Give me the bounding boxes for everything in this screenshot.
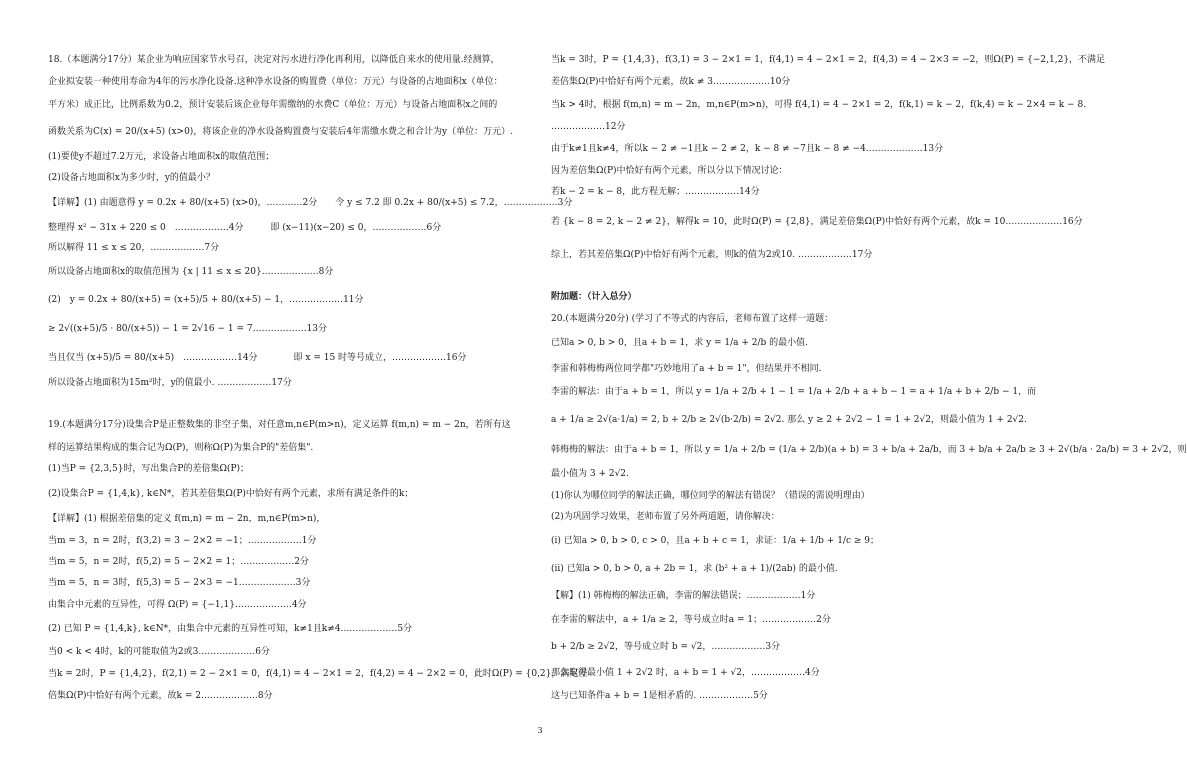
q19-cont-line-3: 当k > 4时，根据 f(m,n) = m − 2n，m,n∈P(m>n)，可得 f(4,1) = 4 − 2×1 = 2，f(k,1) = k − 2，f(k,4) = k − 2×4 = k − 8. xyxy=(551,100,1087,110)
q20-stem-line-4: 李雷的解法：由于a + b = 1，所以 y = 1/a + 2/b + 1 − 1 = 1/a + 2/b + a + b − 1 = a + 1/a + b + 2/b − 1，而 xyxy=(551,387,1037,397)
q18-part-1: (1)要使y不超过7.2万元，求设备占地面积x的取值范围； xyxy=(48,152,275,162)
q19-part-2: (2)设集合P = {1,4,k}, k∈N*，若其差倍集Ω(P)中恰好有两个元素，求所有满足条件的k； xyxy=(48,489,414,499)
q19-solution-line-2: 当m = 3，n = 2时，f(3,2) = 3 − 2×2 = −1；………………1分 xyxy=(48,536,317,546)
q19-solution-line-8: 当k = 2时，P = {1,4,2}，f(2,1) = 2 − 2×1 = 0，f(4,1) = 4 − 2×1 = 2，f(4,2) = 4 − 2×2 = 0，此时Ω(P) = {0,2}，满足差 xyxy=(48,669,588,679)
q18-solution-line-1: 【详解】(1) 由题意得 y = 0.2x + 80/(x+5) (x>0)，…………2分 令 y ≤ 7.2 即 0.2x + 80/(x+5) ≤ 7.2，………………3分 xyxy=(48,198,573,208)
q18-stem-line-1: 18.（本题满分17分）某企业为响应国家节水号召，决定对污水进行净化再利用，以降低自来水的使用量.经测算， xyxy=(48,55,500,65)
page-number: 3 xyxy=(537,726,543,735)
q19-cont-line-5: 由于k≠1且k≠4，所以k − 2 ≠ −1且k − 2 ≠ 2，k − 8 ≠ −7且k − 8 ≠ −4.………………13分 xyxy=(551,144,944,154)
q19-solution-line-6: (2) 已知 P = {1,4,k}, k∈N*，由集合中元素的互异性可知，k≠1且k≠4.………………5分 xyxy=(48,624,413,634)
q20-solution-line-3: b + 2/b ≥ 2√2，等号成立时 b = √2，………………3分 xyxy=(551,642,781,652)
q19-stem-line-2: 样的运算结果构成的集合记为Ω(P)，则称Ω(P)为集合P的"差倍集". xyxy=(48,443,314,453)
q20-solution-line-1: 【解】(1) 韩梅梅的解法正确，李雷的解法错误；………………1分 xyxy=(551,591,816,601)
q20-stem-line-6: 韩梅梅的解法：由于a + b = 1，所以 y = 1/a + 2/b = (1/a + 2/b)(a + b) = 3 + b/a + 2a/b，而 3 + b/a + 2a/b ≥ 3 + 2√(b/a · 2a/b) = 3 + 2√2，则 xyxy=(551,445,1187,455)
q19-solution-line-5: 由集合中元素的互异性，可得 Ω(P) = {−1,1}.………………4分 xyxy=(48,600,307,610)
q20-solution-line-2: 在李雷的解法中，a + 1/a ≥ 2，等号成立时a = 1；………………2分 xyxy=(551,615,831,625)
q19-solution-line-1: 【详解】(1) 根据差倍集的定义 f(m,n) = m − 2n，m,n∈P(m>n)， xyxy=(48,514,326,524)
q18-solution-line-8: 所以设备占地面积为15m²时，y的值最小. ………………17分 xyxy=(48,378,292,388)
q19-cont-line-9: 综上，若其差倍集Ω(P)中恰好有两个元素，则k的值为2或10. ………………17分 xyxy=(551,250,873,260)
q20-part-2: (2)为巩固学习效果，老师布置了另外两道题，请你解决： xyxy=(551,512,780,522)
q18-solution-line-4: 所以设备占地面积x的取值范围为 {x | 11 ≤ x ≤ 20}.………………8分 xyxy=(48,267,334,277)
q20-part-2-ii: (ii) 已知a > 0, b > 0, a + 2b = 1，求 (b² + a + 1)/(2ab) 的最小值. xyxy=(551,564,838,574)
q18-solution-line-7: 当且仅当 (x+5)/5 = 80/(x+5) ………………14分 即 x = 15 时等号成立，………………16分 xyxy=(48,353,467,363)
q19-cont-line-2: 差倍集Ω(P)中恰好有两个元素，故k ≠ 3.………………10分 xyxy=(551,77,791,87)
q20-stem-line-3: 李雷和韩梅梅两位同学都"巧妙地用了a + b = 1"，但结果并不相同. xyxy=(551,364,822,374)
q19-solution-line-7: 当0 < k < 4时，k的可能取值为2或3.………………6分 xyxy=(48,647,270,657)
q20-stem-line-1: 20.(本题满分20分) (学习了不等式的内容后，老师布置了这样一道题： xyxy=(551,314,834,324)
q18-solution-line-6: ≥ 2√((x+5)/5 · 80/(x+5)) − 1 = 2√16 − 1 = 7………………13分 xyxy=(48,324,328,334)
q19-part-1: (1)当P = {2,3,5}时，写出集合P的差倍集Ω(P)； xyxy=(48,464,250,474)
right-column xyxy=(551,0,1187,764)
q19-solution-line-3: 当m = 5，n = 2时，f(5,2) = 5 − 2×2 = 1；………………2分 xyxy=(48,557,309,567)
q19-stem-line-1: 19.(本题满分17分)设集合P是正整数集的非空子集，对任意m,n∈P(m>n)，定义运算 f(m,n) = m − 2n，若所有这 xyxy=(48,420,511,430)
left-column xyxy=(48,0,588,764)
q19-cont-line-6: 因为差倍集Ω(P)中恰好有两个元素，所以分以下情况讨论： xyxy=(551,166,788,176)
q19-cont-line-1: 当k = 3时，P = {1,4,3}，f(3,1) = 3 − 2×1 = 1，f(4,1) = 4 − 2×1 = 2，f(4,3) = 4 − 2×3 = −2，则Ω(P) = {−2,1,2}，不满足 xyxy=(551,55,1106,65)
q18-solution-line-5: (2) y = 0.2x + 80/(x+5) = (x+5)/5 + 80/(x+5) − 1，………………11分 xyxy=(48,295,364,305)
q20-part-1: (1)你认为哪位同学的解法正确，哪位同学的解法有错误？（错误的需说明理由） xyxy=(551,491,870,501)
q19-solution-line-9: 倍集Ω(P)中恰好有两个元素，故k = 2.………………8分 xyxy=(48,691,273,701)
q18-solution-line-2: 整理得 x² − 31x + 220 ≤ 0 ………………4分 即 (x−11)(x−20) ≤ 0，………………6分 xyxy=(48,223,442,233)
q18-stem-line-4: 函数关系为C(x) = 20/(x+5) (x>0)，将该企业的净水设备购置费与安装后4年需缴水费之和合计为y（单位：万元）. xyxy=(48,127,513,137)
q18-stem-line-3: 平方米）成正比，比例系数为0.2，预计安装后该企业每年需缴纳的水费C（单位：万元）与设备占地面积x之间的 xyxy=(48,100,498,110)
q20-stem-line-5: a + 1/a ≥ 2√(a·1/a) = 2, b + 2/b ≥ 2√(b·2/b) = 2√2. 那么 y ≥ 2 + 2√2 − 1 = 1 + 2√2，则最小值为 1 + 2√2. xyxy=(551,415,1027,425)
q20-stem-line-7: 最小值为 3 + 2√2. xyxy=(551,469,629,479)
q20-part-2-i: (i) 已知a > 0, b > 0, c > 0，且a + b + c = 1，求证：1/a + 1/b + 1/c ≥ 9； xyxy=(551,536,879,546)
q19-cont-line-8: 若 {k − 8 = 2, k − 2 ≠ 2}，解得k = 10，此时Ω(P) = {2,8}，满足差倍集Ω(P)中恰好有两个元素，故k = 10.………………16分 xyxy=(551,217,1083,227)
bonus-heading: 附加题：（计入总分） xyxy=(551,292,637,302)
q20-solution-line-5: 这与已知条件a + b = 1是相矛盾的. ………………5分 xyxy=(551,691,768,701)
q20-solution-line-4: 那么取得最小值 1 + 2√2 时，a + b = 1 + √2，………………4分 xyxy=(551,668,820,678)
q19-cont-line-7: 若k − 2 = k − 8，此方程无解；………………14分 xyxy=(551,187,760,197)
q20-stem-line-2: 已知a > 0, b > 0，且a + b = 1，求 y = 1/a + 2/b 的最小值. xyxy=(551,338,809,348)
q18-part-2: (2)设备占地面积x为多少时，y的值最小？ xyxy=(48,173,215,183)
q19-cont-line-4: ………………12分 xyxy=(551,122,626,132)
q18-stem-line-2: 企业拟安装一种使用寿命为4年的污水净化设备.这种净水设备的购置费（单位：万元）与设备的占地面积x（单位： xyxy=(48,77,503,87)
q18-solution-line-3: 所以解得 11 ≤ x ≤ 20，………………7分 xyxy=(48,243,220,253)
q19-solution-line-4: 当m = 5，n = 3时，f(5,3) = 5 − 2×3 = −1.………………3分 xyxy=(48,578,311,588)
